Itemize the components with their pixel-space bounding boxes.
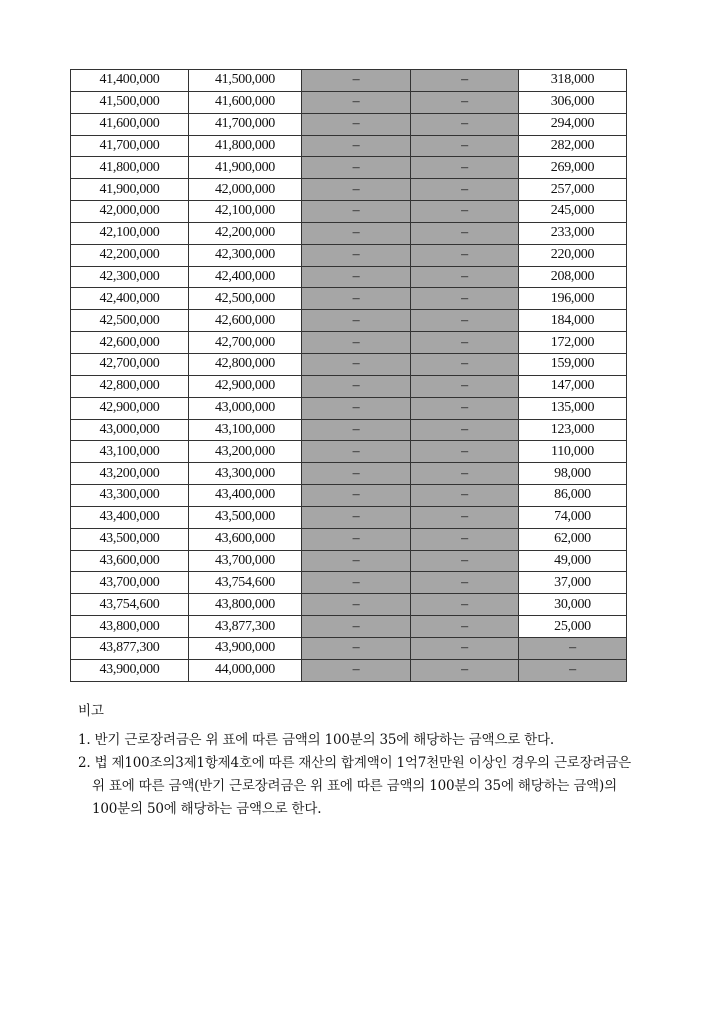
shaded-cell-b: –	[411, 397, 519, 419]
table-row	[71, 91, 627, 113]
shaded-cell-b: –	[411, 353, 519, 375]
table-row	[71, 637, 627, 659]
income-from-cell: 42,800,000	[71, 375, 189, 397]
note-item-1: 1. 반기 근로장려금은 위 표에 따른 금액의 100분의 35에 해당하는 금액으로 한다.	[78, 732, 554, 748]
income-from-cell: 42,600,000	[71, 332, 189, 354]
shaded-cell-a: –	[302, 572, 411, 594]
shaded-cell-a: –	[302, 441, 411, 463]
shaded-cell-b: –	[411, 288, 519, 310]
shaded-cell-a: –	[302, 419, 411, 441]
amount-cell: 196,000	[519, 288, 627, 310]
shaded-cell-b: –	[411, 550, 519, 572]
shaded-cell-b: –	[411, 506, 519, 528]
table-row	[71, 332, 627, 354]
income-to-cell: 43,000,000	[189, 397, 302, 419]
table-row	[71, 157, 627, 179]
shaded-cell-a: –	[302, 375, 411, 397]
income-to-cell: 43,400,000	[189, 485, 302, 507]
shaded-cell-a: –	[302, 506, 411, 528]
shaded-cell-a: –	[302, 70, 411, 92]
income-from-cell: 41,500,000	[71, 91, 189, 113]
table-row	[71, 310, 627, 332]
amount-cell: 147,000	[519, 375, 627, 397]
income-to-cell: 43,754,600	[189, 572, 302, 594]
income-from-cell: 43,400,000	[71, 506, 189, 528]
amount-cell: 30,000	[519, 594, 627, 616]
shaded-cell-a: –	[302, 637, 411, 659]
shaded-cell-a: –	[302, 201, 411, 223]
income-from-cell: 42,900,000	[71, 397, 189, 419]
table-body	[71, 70, 627, 682]
amount-cell: 110,000	[519, 441, 627, 463]
shaded-cell-b: –	[411, 266, 519, 288]
income-to-cell: 42,200,000	[189, 222, 302, 244]
amount-cell: 306,000	[519, 91, 627, 113]
shaded-cell-b: –	[411, 113, 519, 135]
shaded-cell-b: –	[411, 441, 519, 463]
income-to-cell: 42,400,000	[189, 266, 302, 288]
income-from-cell: 43,877,300	[71, 637, 189, 659]
income-to-cell: 43,800,000	[189, 594, 302, 616]
income-to-cell: 41,700,000	[189, 113, 302, 135]
shaded-cell-b: –	[411, 135, 519, 157]
income-from-cell: 43,700,000	[71, 572, 189, 594]
table-row	[71, 397, 627, 419]
amount-cell: 294,000	[519, 113, 627, 135]
shaded-cell-b: –	[411, 463, 519, 485]
income-to-cell: 44,000,000	[189, 659, 302, 681]
shaded-cell-a: –	[302, 594, 411, 616]
shaded-cell-a: –	[302, 244, 411, 266]
income-from-cell: 42,300,000	[71, 266, 189, 288]
income-to-cell: 41,500,000	[189, 70, 302, 92]
income-from-cell: 43,000,000	[71, 419, 189, 441]
shaded-cell-b: –	[411, 637, 519, 659]
income-to-cell: 43,600,000	[189, 528, 302, 550]
shaded-cell-b: –	[411, 616, 519, 638]
shaded-cell-a: –	[302, 266, 411, 288]
income-to-cell: 42,800,000	[189, 353, 302, 375]
shaded-cell-a: –	[302, 353, 411, 375]
income-from-cell: 42,500,000	[71, 310, 189, 332]
income-to-cell: 42,300,000	[189, 244, 302, 266]
income-from-cell: 43,900,000	[71, 659, 189, 681]
shaded-cell-b: –	[411, 375, 519, 397]
table-row	[71, 113, 627, 135]
income-to-cell: 42,600,000	[189, 310, 302, 332]
shaded-cell-b: –	[411, 222, 519, 244]
table-row	[71, 222, 627, 244]
income-to-cell: 43,500,000	[189, 506, 302, 528]
shaded-cell-a: –	[302, 222, 411, 244]
income-from-cell: 41,600,000	[71, 113, 189, 135]
income-to-cell: 42,700,000	[189, 332, 302, 354]
income-to-cell: 43,700,000	[189, 550, 302, 572]
shaded-cell-b: –	[411, 179, 519, 201]
amount-cell: –	[519, 637, 627, 659]
shaded-cell-b: –	[411, 157, 519, 179]
table-row	[71, 288, 627, 310]
income-from-cell: 42,000,000	[71, 201, 189, 223]
amount-cell: 245,000	[519, 201, 627, 223]
shaded-cell-a: –	[302, 179, 411, 201]
shaded-cell-b: –	[411, 332, 519, 354]
table-row	[71, 463, 627, 485]
notes-section	[78, 700, 638, 821]
table-row	[71, 550, 627, 572]
income-to-cell: 43,100,000	[189, 419, 302, 441]
table-row	[71, 135, 627, 157]
amount-cell: 184,000	[519, 310, 627, 332]
shaded-cell-b: –	[411, 419, 519, 441]
work-incentive-table	[70, 69, 627, 682]
shaded-cell-a: –	[302, 135, 411, 157]
amount-cell: 74,000	[519, 506, 627, 528]
notes-title: 비고	[78, 703, 104, 719]
table-row	[71, 616, 627, 638]
amount-cell: 123,000	[519, 419, 627, 441]
income-from-cell: 41,800,000	[71, 157, 189, 179]
table-row	[71, 441, 627, 463]
income-from-cell: 43,100,000	[71, 441, 189, 463]
shaded-cell-b: –	[411, 485, 519, 507]
shaded-cell-b: –	[411, 91, 519, 113]
amount-cell: 25,000	[519, 616, 627, 638]
income-from-cell: 42,700,000	[71, 353, 189, 375]
shaded-cell-b: –	[411, 244, 519, 266]
amount-cell: 269,000	[519, 157, 627, 179]
shaded-cell-a: –	[302, 550, 411, 572]
shaded-cell-a: –	[302, 310, 411, 332]
amount-cell: 86,000	[519, 485, 627, 507]
amount-cell: 233,000	[519, 222, 627, 244]
shaded-cell-a: –	[302, 91, 411, 113]
amount-cell: 37,000	[519, 572, 627, 594]
income-to-cell: 41,900,000	[189, 157, 302, 179]
amount-cell: 49,000	[519, 550, 627, 572]
amount-cell: 135,000	[519, 397, 627, 419]
income-from-cell: 43,754,600	[71, 594, 189, 616]
amount-cell: 257,000	[519, 179, 627, 201]
shaded-cell-a: –	[302, 616, 411, 638]
income-to-cell: 41,800,000	[189, 135, 302, 157]
income-from-cell: 41,400,000	[71, 70, 189, 92]
shaded-cell-b: –	[411, 594, 519, 616]
table-row	[71, 659, 627, 681]
shaded-cell-a: –	[302, 332, 411, 354]
income-to-cell: 42,900,000	[189, 375, 302, 397]
income-to-cell: 42,500,000	[189, 288, 302, 310]
shaded-cell-a: –	[302, 397, 411, 419]
table-row	[71, 179, 627, 201]
income-to-cell: 42,000,000	[189, 179, 302, 201]
income-to-cell: 43,900,000	[189, 637, 302, 659]
table-row	[71, 485, 627, 507]
shaded-cell-b: –	[411, 201, 519, 223]
amount-cell: 159,000	[519, 353, 627, 375]
table-row	[71, 201, 627, 223]
table-row	[71, 594, 627, 616]
shaded-cell-a: –	[302, 157, 411, 179]
shaded-cell-b: –	[411, 70, 519, 92]
shaded-cell-a: –	[302, 113, 411, 135]
shaded-cell-b: –	[411, 528, 519, 550]
income-from-cell: 41,700,000	[71, 135, 189, 157]
amount-cell: 220,000	[519, 244, 627, 266]
table-row	[71, 244, 627, 266]
table-row	[71, 419, 627, 441]
income-from-cell: 42,100,000	[71, 222, 189, 244]
income-to-cell: 41,600,000	[189, 91, 302, 113]
shaded-cell-b: –	[411, 659, 519, 681]
income-to-cell: 42,100,000	[189, 201, 302, 223]
shaded-cell-a: –	[302, 485, 411, 507]
table-row	[71, 375, 627, 397]
shaded-cell-b: –	[411, 572, 519, 594]
income-from-cell: 43,200,000	[71, 463, 189, 485]
shaded-cell-b: –	[411, 310, 519, 332]
table-row	[71, 70, 627, 92]
amount-cell: 282,000	[519, 135, 627, 157]
income-from-cell: 43,600,000	[71, 550, 189, 572]
table-row	[71, 353, 627, 375]
income-to-cell: 43,200,000	[189, 441, 302, 463]
income-from-cell: 42,200,000	[71, 244, 189, 266]
table-row	[71, 506, 627, 528]
income-from-cell: 43,500,000	[71, 528, 189, 550]
amount-cell: 318,000	[519, 70, 627, 92]
amount-cell: 208,000	[519, 266, 627, 288]
income-from-cell: 43,800,000	[71, 616, 189, 638]
table-row	[71, 572, 627, 594]
income-to-cell: 43,300,000	[189, 463, 302, 485]
shaded-cell-a: –	[302, 528, 411, 550]
amount-cell: –	[519, 659, 627, 681]
shaded-cell-a: –	[302, 659, 411, 681]
amount-cell: 62,000	[519, 528, 627, 550]
income-from-cell: 42,400,000	[71, 288, 189, 310]
amount-cell: 172,000	[519, 332, 627, 354]
shaded-cell-a: –	[302, 288, 411, 310]
income-from-cell: 41,900,000	[71, 179, 189, 201]
income-from-cell: 43,300,000	[71, 485, 189, 507]
income-to-cell: 43,877,300	[189, 616, 302, 638]
amount-cell: 98,000	[519, 463, 627, 485]
note-item-2: 2. 법 제100조의3제1항제4호에 따른 재산의 합계액이 1억7천만원 이상인 경우의 근로장려금은 위 표에 따른 금액(반기 근로장려금은 위 표에 따른 금액의 100분의 35에 해당하는 금액)의 100분의 50에 해당하는 금액으로 한다.	[78, 755, 632, 817]
shaded-cell-a: –	[302, 463, 411, 485]
table-row	[71, 266, 627, 288]
table-row	[71, 528, 627, 550]
